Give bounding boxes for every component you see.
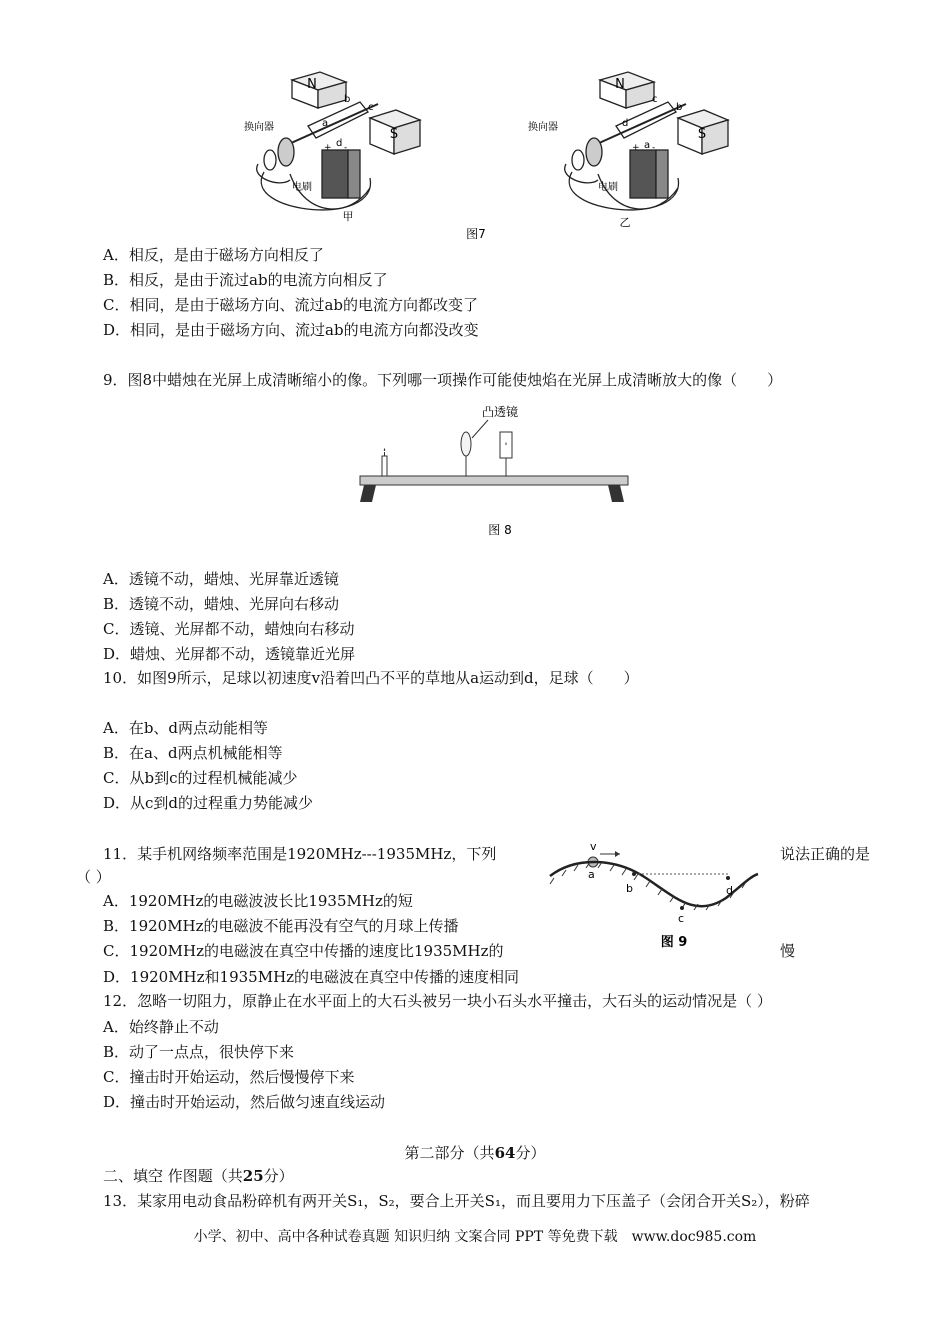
fig7-right-d: d — [622, 118, 629, 129]
page-footer: 小学、初中、高中各种试卷真题 知识归纳 文案合同 PPT 等免费下载 www.doc985.com — [193, 1229, 757, 1245]
figure-8 — [350, 398, 635, 540]
q13-stem: 13．某家用电动食品粉碎机有两开关S₁，S₂，要合上开关S₁，而且要用力下压盖子（会闭合开关S₂），粉碎 — [103, 1192, 810, 1210]
fig7-right-plus: + — [632, 143, 640, 153]
fig7-right-commutator: 换向器 — [528, 122, 558, 133]
part2-title-post: 分） — [515, 1144, 546, 1162]
q8-option-b: B．相反，是由于流过ab的电流方向相反了 — [103, 271, 388, 289]
fig7-right-minus: - — [652, 143, 656, 153]
part2-title-pre: 第二部分（共 — [404, 1144, 495, 1162]
section-heading-post: 分） — [263, 1167, 294, 1185]
fig7-left-a: a — [322, 118, 329, 129]
q10-stem: 10．如图9所示，足球以初速度v沿着凹凸不平的草地从a运动到d，足球（ ） — [103, 669, 639, 687]
fig7-left-brush: 电刷 — [292, 182, 312, 193]
fig9-c: c — [678, 912, 685, 925]
q12-option-a: A．始终静止不动 — [103, 1018, 219, 1036]
fig9-v: v — [590, 840, 597, 853]
part2-title-num: 64 — [494, 1144, 516, 1162]
q10-option-d: D．从c到d的过程重力势能减少 — [103, 794, 314, 812]
q8-option-a: A．相反，是由于磁场方向相反了 — [103, 246, 324, 264]
q11-stem-right: 说法正确的是 — [780, 845, 871, 863]
terrain-diagram — [546, 838, 761, 950]
section-heading-pre: 二、填空 作图题（共 — [103, 1167, 243, 1185]
q9-stem: 9．图8中蜡烛在光屏上成清晰缩小的像。下列哪一项操作可能使烛焰在光屏上成清晰放大的像（ ） — [103, 371, 783, 389]
q12-option-b: B．动了一点点，很快停下来 — [103, 1043, 295, 1061]
fig8-caption: 图 8 — [488, 523, 512, 537]
q11-stem-paren: （ ） — [76, 868, 111, 886]
q11-stem-left: 11．某手机网络频率范围是1920MHz---1935MHz，下列 — [103, 845, 497, 863]
fig7-left-d: d — [336, 138, 343, 149]
q9-option-c: C．透镜、光屏都不动，蜡烛向右移动 — [103, 620, 355, 638]
fig7-left-label: 甲 — [342, 210, 354, 223]
fig7-left-plus: + — [324, 143, 332, 153]
q8-option-d: D．相同，是由于磁场方向、流过ab的电流方向都没改变 — [103, 321, 479, 339]
fig7-right-s: S — [697, 127, 707, 142]
fig8-lens-label: 凸透镜 — [482, 405, 519, 419]
fig7-left-minus: - — [344, 143, 348, 153]
fig7-right-brush: 电刷 — [598, 182, 618, 193]
fig7-caption: 图7 — [466, 227, 486, 241]
q11-option-d: D．1920MHz和1935MHz的电磁波在真空中传播的速度相同 — [103, 968, 520, 986]
section-heading — [103, 1167, 294, 1185]
optical-bench — [350, 398, 635, 540]
q9-option-a: A．透镜不动，蜡烛、光屏靠近透镜 — [103, 570, 339, 588]
part2-title — [0, 1142, 950, 1163]
q11-option-c-tail: 慢 — [780, 942, 796, 960]
q12-option-d: D．撞击时开始运动，然后做匀速直线运动 — [103, 1093, 386, 1111]
fig7-right-a: a — [644, 140, 651, 151]
q11-option-c: C．1920MHz的电磁波在真空中传播的速度比1935MHz的 — [103, 942, 504, 960]
q8-option-c: C．相同，是由于磁场方向、流过ab的电流方向都改变了 — [103, 296, 479, 314]
q12-option-c: C．撞击时开始运动，然后慢慢停下来 — [103, 1068, 355, 1086]
figure-9 — [546, 838, 761, 950]
fig7-left-c: c — [368, 102, 374, 113]
q10-option-a: A．在b、d两点动能相等 — [103, 719, 269, 737]
q12-stem: 12．忽略一切阻力，原静止在水平面上的大石头被另一块小石头水平撞击，大石头的运动情况是（ ） — [103, 992, 772, 1010]
fig9-b: b — [626, 882, 633, 895]
section-heading-num: 25 — [242, 1167, 264, 1185]
fig9-a: a — [588, 868, 595, 881]
fig7-left-n: N — [307, 77, 317, 92]
fig7-right-label: 乙 — [619, 216, 631, 229]
q11-option-a: A．1920MHz的电磁波波长比1935MHz的短 — [103, 892, 413, 910]
fig7-left-commutator: 换向器 — [244, 122, 274, 133]
fig7-left-b: b — [344, 94, 351, 105]
fig7-right-c: c — [652, 94, 658, 105]
motor-diagrams — [220, 68, 740, 244]
fig9-caption: 图 9 — [660, 935, 688, 950]
fig7-right-b: b — [676, 102, 683, 113]
q10-option-c: C．从b到c的过程机械能减少 — [103, 769, 298, 787]
q9-option-d: D．蜡烛、光屏都不动，透镜靠近光屏 — [103, 645, 356, 663]
figure-7 — [220, 68, 740, 244]
q10-option-b: B．在a、d两点机械能相等 — [103, 744, 283, 762]
fig7-right-n: N — [615, 77, 625, 92]
fig7-left-s: S — [389, 127, 399, 142]
q11-option-b: B．1920MHz的电磁波不能再没有空气的月球上传播 — [103, 917, 459, 935]
fig9-d: d — [726, 884, 733, 897]
q9-option-b: B．透镜不动，蜡烛、光屏向右移动 — [103, 595, 340, 613]
